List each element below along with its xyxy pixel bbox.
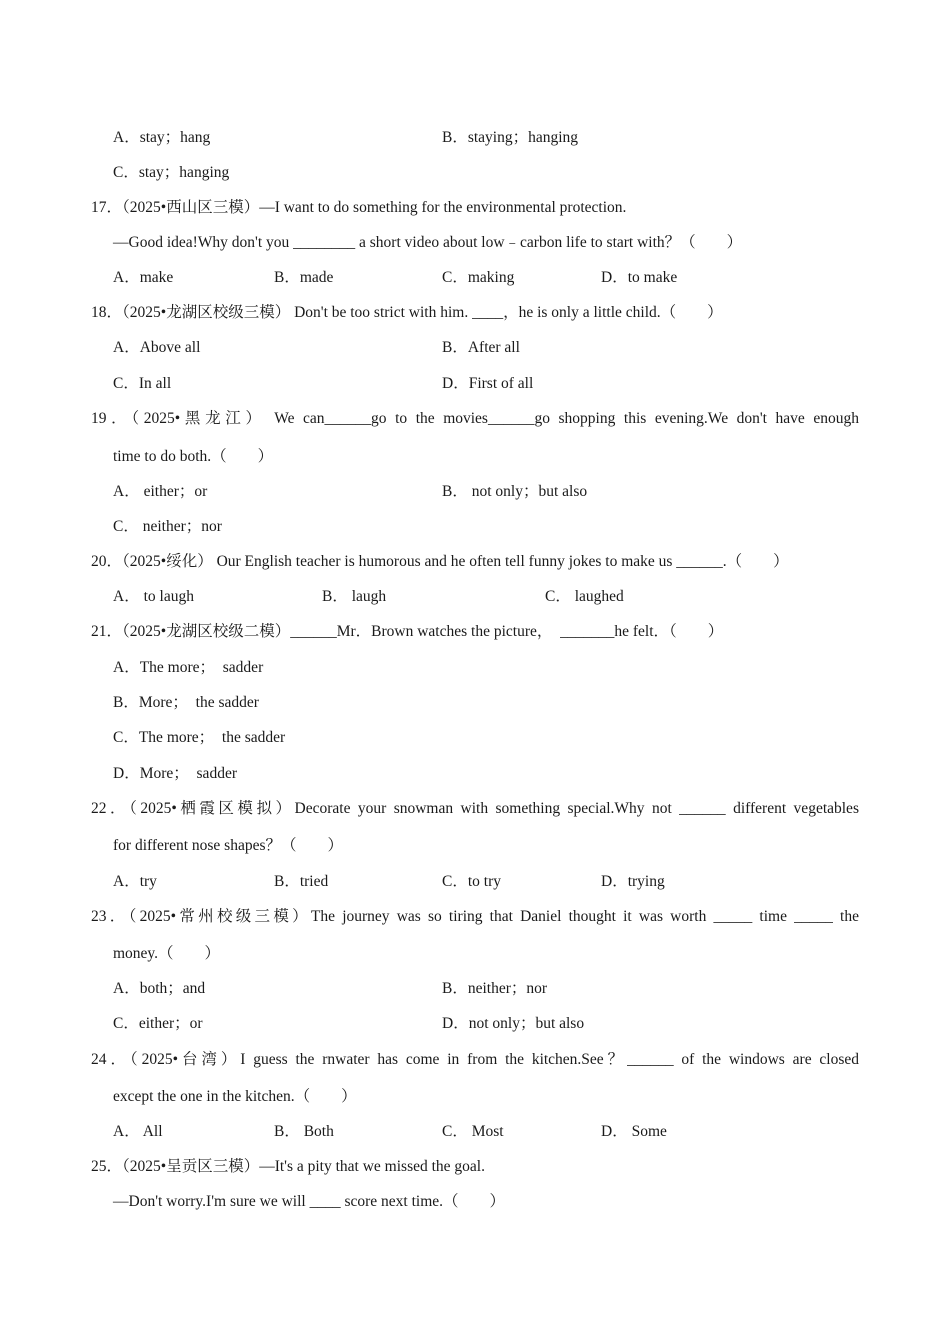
question-source: （2025•栖霞区模拟） bbox=[129, 800, 295, 817]
option-c[interactable] bbox=[113, 374, 171, 394]
question-number: 21． bbox=[91, 623, 123, 640]
option-c[interactable] bbox=[442, 1122, 504, 1142]
option-text: Above all bbox=[139, 339, 201, 356]
option-a[interactable] bbox=[113, 872, 157, 892]
question-text: I guess the rnwater has come in from the kitchen.See？______ of the windows are closed bbox=[240, 1051, 859, 1068]
question-number: 17． bbox=[91, 199, 123, 216]
question-text: —It's a pity that we missed the goal. bbox=[259, 1158, 485, 1175]
option-c[interactable] bbox=[545, 587, 624, 607]
option-text: not only；but also bbox=[467, 483, 588, 500]
question-text: ______Mr．Brown watches the picture， _______he felt．（ ） bbox=[290, 623, 724, 640]
question-21-stem bbox=[91, 622, 723, 642]
question-source: （2025•西山区三模） bbox=[122, 199, 260, 216]
option-a[interactable] bbox=[113, 128, 210, 148]
option-text: not only；but also bbox=[468, 1015, 585, 1032]
option-a[interactable] bbox=[113, 658, 263, 678]
option-label: D． bbox=[601, 269, 628, 286]
option-text: All bbox=[139, 1123, 163, 1140]
option-a[interactable] bbox=[113, 268, 173, 288]
option-text: try bbox=[139, 873, 157, 890]
question-text: Our English teacher is humorous and he often tell funny jokes to make us ______.（ ） bbox=[212, 553, 789, 570]
option-label: C． bbox=[442, 873, 468, 890]
option-text: either；or bbox=[138, 1015, 203, 1032]
question-23-stem bbox=[91, 907, 859, 927]
option-c[interactable] bbox=[442, 268, 514, 288]
option-c[interactable] bbox=[113, 517, 222, 537]
option-text: both；and bbox=[139, 980, 206, 997]
question-22-line-2: for different nose shapes？（ ） bbox=[113, 837, 344, 854]
question-source: （2025•呈贡区三模） bbox=[122, 1158, 260, 1175]
option-text: Most bbox=[467, 1123, 504, 1140]
option-label: B． bbox=[442, 129, 468, 146]
option-label: B． bbox=[442, 339, 468, 356]
option-label: C． bbox=[442, 1123, 468, 1140]
option-b[interactable] bbox=[274, 1122, 334, 1142]
option-text: stay；hanging bbox=[138, 164, 230, 181]
option-label: B． bbox=[274, 1123, 300, 1140]
option-label: C． bbox=[442, 269, 468, 286]
question-source: （2025•龙湖区校级二模） bbox=[122, 623, 291, 640]
option-text: stay；hang bbox=[139, 129, 211, 146]
question-25-stem bbox=[91, 1157, 485, 1177]
option-label: B． bbox=[442, 483, 468, 500]
option-a[interactable] bbox=[113, 338, 200, 358]
option-text: In all bbox=[138, 375, 172, 392]
question-text: —I want to do something for the environmental protection. bbox=[259, 199, 627, 216]
option-label: A． bbox=[113, 269, 140, 286]
option-label: D． bbox=[601, 1123, 628, 1140]
question-number: 22． bbox=[91, 800, 130, 817]
question-source: （2025•龙湖区校级三模） bbox=[122, 304, 291, 321]
option-a[interactable] bbox=[113, 979, 205, 999]
option-text: laughed bbox=[570, 588, 624, 605]
question-text: Don't be too strict with him. ____，he is only a little child.（ ） bbox=[290, 304, 723, 321]
option-text: The more； the sadder bbox=[138, 729, 286, 746]
option-label: A． bbox=[113, 339, 140, 356]
question-19-line-2: time to do both.（ ） bbox=[113, 448, 274, 465]
option-label: B． bbox=[274, 269, 300, 286]
option-text: laugh bbox=[347, 588, 387, 605]
option-label: C． bbox=[113, 518, 139, 535]
option-label: B． bbox=[442, 980, 468, 997]
option-label: C． bbox=[113, 729, 139, 746]
option-text: staying；hanging bbox=[467, 129, 579, 146]
option-label: D． bbox=[601, 873, 628, 890]
option-label: A． bbox=[113, 483, 140, 500]
question-source: （2025•台湾） bbox=[129, 1051, 241, 1068]
option-text: First of all bbox=[468, 375, 534, 392]
option-text: to make bbox=[627, 269, 678, 286]
option-text: trying bbox=[627, 873, 665, 890]
option-label: D． bbox=[442, 1015, 469, 1032]
option-b[interactable] bbox=[442, 482, 587, 502]
option-b[interactable] bbox=[442, 128, 578, 148]
option-a[interactable] bbox=[113, 482, 207, 502]
option-b[interactable] bbox=[322, 587, 386, 607]
option-label: B． bbox=[113, 694, 139, 711]
option-d[interactable] bbox=[113, 764, 237, 784]
question-20-stem bbox=[91, 552, 789, 572]
option-text: making bbox=[467, 269, 515, 286]
option-label: A． bbox=[113, 129, 140, 146]
option-label: A． bbox=[113, 980, 140, 997]
option-label: C． bbox=[545, 588, 571, 605]
option-b[interactable] bbox=[442, 979, 547, 999]
question-text: We can______go to the movies______go shopping this evening.We don't have enough bbox=[265, 410, 859, 427]
option-b[interactable] bbox=[274, 268, 333, 288]
question-number: 25． bbox=[91, 1158, 123, 1175]
option-b[interactable] bbox=[274, 872, 328, 892]
option-label: B． bbox=[322, 588, 348, 605]
option-text: tried bbox=[299, 873, 329, 890]
question-number: 19． bbox=[91, 410, 132, 427]
question-17-stem bbox=[91, 198, 626, 218]
question-24-line-2: except the one in the kitchen.（ ） bbox=[113, 1088, 357, 1105]
option-label: D． bbox=[113, 765, 140, 782]
question-source: （2025•绥化） bbox=[122, 553, 213, 570]
option-text: Both bbox=[299, 1123, 334, 1140]
question-source: （2025•黑龙江） bbox=[131, 410, 266, 427]
option-text: to try bbox=[467, 873, 501, 890]
option-text: neither；nor bbox=[467, 980, 548, 997]
option-label: A． bbox=[113, 588, 140, 605]
option-a[interactable] bbox=[113, 1122, 163, 1142]
option-c[interactable] bbox=[113, 728, 285, 748]
option-label: D． bbox=[442, 375, 469, 392]
question-number: 18． bbox=[91, 304, 123, 321]
option-text: made bbox=[299, 269, 334, 286]
question-number: 23． bbox=[91, 908, 129, 925]
question-18-stem bbox=[91, 303, 723, 323]
question-number: 24． bbox=[91, 1051, 130, 1068]
question-19-stem bbox=[91, 409, 859, 429]
option-text: Some bbox=[627, 1123, 667, 1140]
option-label: C． bbox=[113, 375, 139, 392]
question-23-line-2: money.（ ） bbox=[113, 945, 221, 962]
option-a[interactable] bbox=[113, 587, 194, 607]
option-c[interactable] bbox=[113, 163, 229, 183]
option-d[interactable] bbox=[442, 1014, 584, 1034]
option-label: A． bbox=[113, 1123, 140, 1140]
option-b[interactable] bbox=[113, 693, 259, 713]
question-text: The journey was so tiring that Daniel thought it was worth _____ time _____ the bbox=[310, 908, 859, 925]
question-17-line-2: —Good idea!Why don't you ________ a short video about low﹣carbon life to start with？（ ） bbox=[113, 234, 743, 251]
option-label: B． bbox=[274, 873, 300, 890]
option-d[interactable] bbox=[601, 268, 677, 288]
option-label: A． bbox=[113, 873, 140, 890]
option-text: After all bbox=[467, 339, 520, 356]
question-24-stem bbox=[91, 1050, 859, 1070]
option-text: neither；nor bbox=[138, 518, 222, 535]
option-c[interactable] bbox=[113, 1014, 203, 1034]
question-number: 20． bbox=[91, 553, 123, 570]
option-text: More； the sadder bbox=[138, 694, 259, 711]
option-text: to laugh bbox=[139, 588, 194, 605]
option-text: The more； sadder bbox=[139, 659, 264, 676]
option-label: C． bbox=[113, 164, 139, 181]
option-b[interactable] bbox=[442, 338, 520, 358]
option-d[interactable] bbox=[601, 872, 665, 892]
question-25-line-2: —Don't worry.I'm sure we will ____ score next time.（ ） bbox=[113, 1193, 506, 1210]
question-source: （2025•常州校级三模） bbox=[128, 908, 311, 925]
option-text: make bbox=[139, 269, 174, 286]
option-label: A． bbox=[113, 659, 140, 676]
option-c[interactable] bbox=[442, 872, 501, 892]
question-22-stem bbox=[91, 799, 859, 819]
question-text: Decorate your snowman with something special.Why not ______ different vegetables bbox=[294, 800, 859, 817]
option-text: More； sadder bbox=[139, 765, 237, 782]
option-text: either；or bbox=[139, 483, 208, 500]
option-d[interactable] bbox=[442, 374, 533, 394]
option-d[interactable] bbox=[601, 1122, 667, 1142]
option-label: C． bbox=[113, 1015, 139, 1032]
